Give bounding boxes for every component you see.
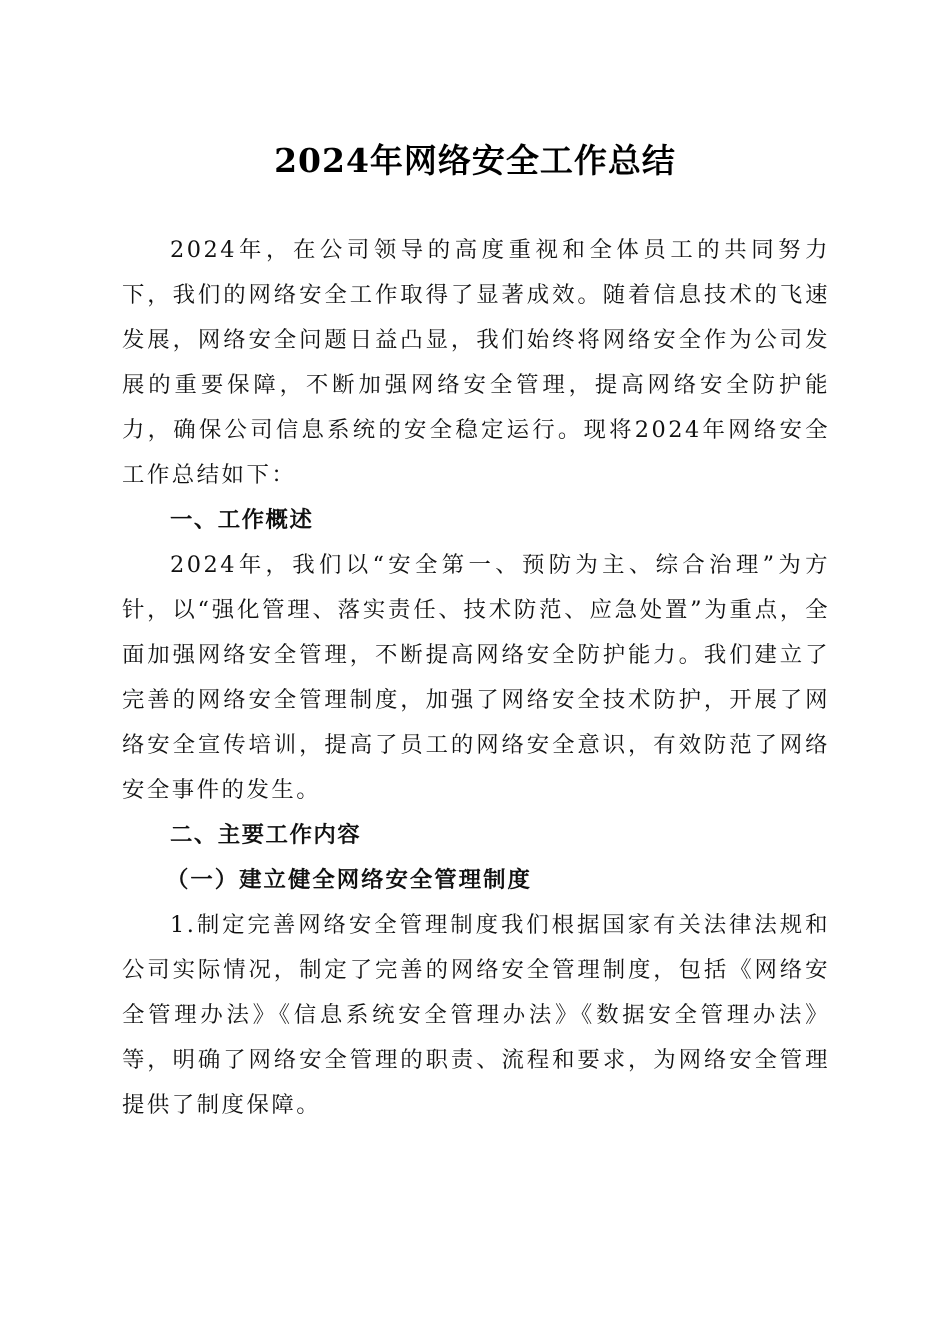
section-heading-main-work: 二、主要工作内容 bbox=[170, 822, 362, 848]
overview-paragraph: 2024年，我们以“安全第一、预防为主、综合治理”为方针，以“强化管理、落实责任、技术防范、应急处置”为重点，全面加强网络安全管理，不断提高网络安全防护能力。我们建立了完善的网络安全管理制度，加强了网络安全技术防护，开展了网络安全宣传培训，提高了员工的网络安全意识，有效防范了网络安全事件的发生。 bbox=[122, 552, 830, 803]
item-paragraph-1: 1.制定完善网络安全管理制度我们根据国家有关法律法规和公司实际情况，制定了完善的网络安全管理制度，包括《网络安全管理办法》《信息系统安全管理办法》《数据安全管理办法》等，明确了网络安全管理的职责、流程和要求，为网络安全管理提供了制度保障。 bbox=[122, 912, 830, 1118]
intro-paragraph: 2024年，在公司领导的高度重视和全体员工的共同努力下，我们的网络安全工作取得了显著成效。随着信息技术的飞速发展，网络安全问题日益凸显，我们始终将网络安全作为公司发展的重要保障，不断加强网络安全管理，提高网络安全防护能力，确保公司信息系统的安全稳定运行。现将2024年网络安全工作总结如下： bbox=[122, 237, 830, 488]
document-body bbox=[122, 228, 830, 1128]
subsection-heading-management-system: （一）建立健全网络安全管理制度 bbox=[166, 867, 532, 893]
document-title: 2024年网络安全工作总结 bbox=[274, 141, 676, 180]
section-heading-overview: 一、工作概述 bbox=[170, 507, 314, 533]
